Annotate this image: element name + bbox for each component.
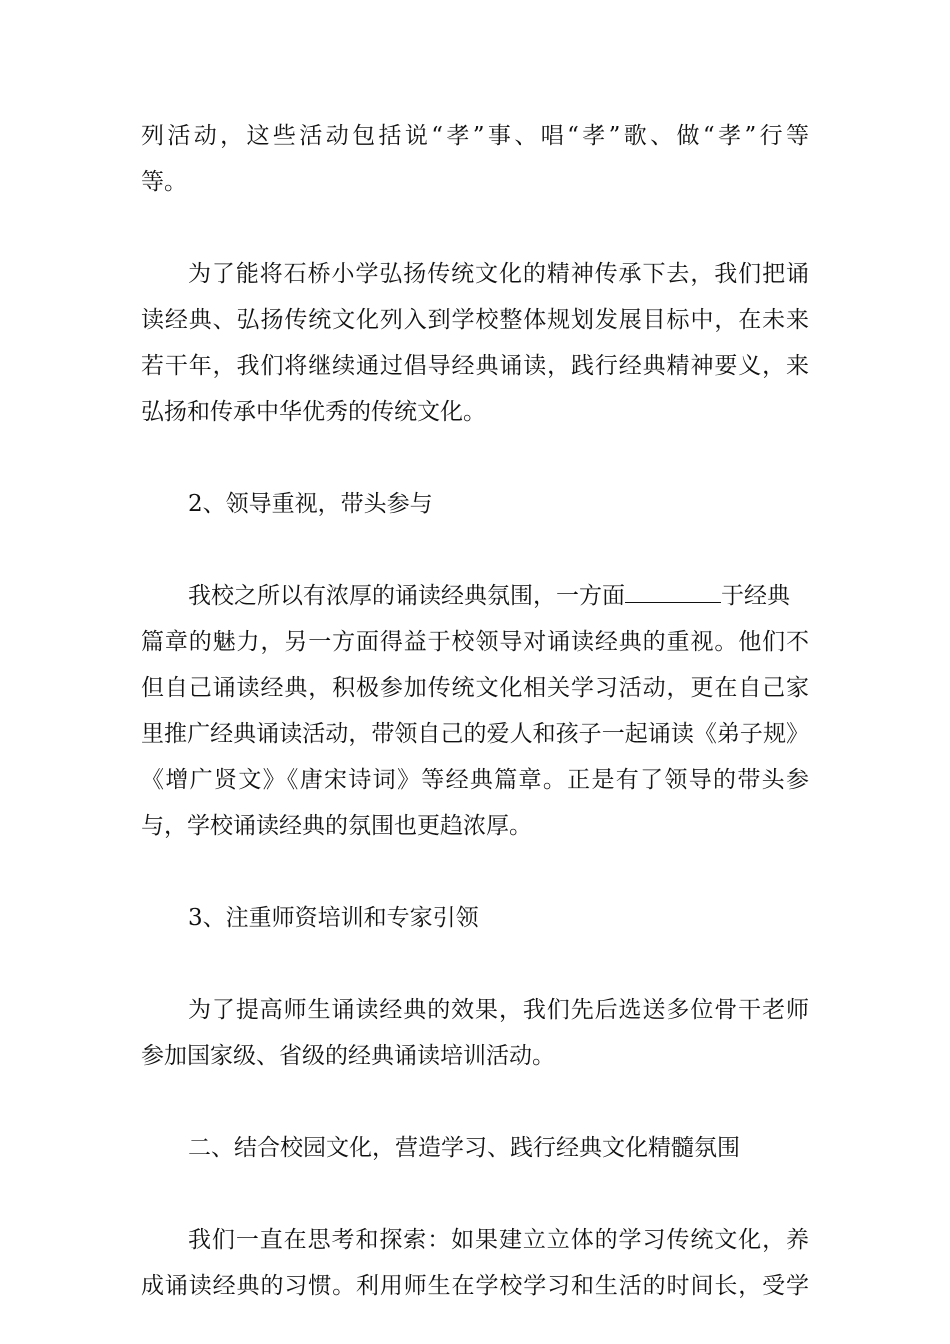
- fill-in-blank: [625, 580, 721, 603]
- paragraph-spacer: [141, 1079, 809, 1125]
- paragraph-line: 读经典、弘扬传统文化列入到学校整体规划发展目标中，在未来: [141, 307, 809, 333]
- paragraph-line: 成诵读经典的习惯。利用师生在学校学习和生活的时间长，受学: [141, 1273, 809, 1299]
- paragraph-spacer: [141, 527, 809, 573]
- paragraph-line: 与，学校诵读经典的氛围也更趋浓厚。: [141, 813, 532, 839]
- paragraph-line: 参加国家级、省级的经典诵读培训活动。: [141, 1043, 555, 1069]
- paragraph-line: 我们一直在思考和探索：如果建立立体的学习传统文化，养: [188, 1227, 809, 1253]
- paragraph-line: 但自己诵读经典，积极参加传统文化相关学习活动，更在自己家: [141, 675, 809, 701]
- section-heading: 二、结合校园文化，营造学习、践行经典文化精髓氛围: [188, 1135, 740, 1161]
- paragraph-spacer: [141, 941, 809, 987]
- paragraph-spacer: [141, 205, 809, 251]
- paragraph-spacer: [141, 1171, 809, 1217]
- document-body: [141, 113, 809, 1309]
- paragraph-line: 若干年，我们将继续通过倡导经典诵读，践行经典精神要义，来: [141, 353, 809, 379]
- paragraph-line: 《增广贤文》《唐宋诗词》等经典篇章。正是有了领导的带头参: [141, 767, 809, 793]
- paragraph-spacer: [141, 849, 809, 895]
- section-heading: 2、领导重视，带头参与: [188, 491, 433, 517]
- paragraph-text: 我校之所以有浓厚的诵读经典氛围，一方面: [188, 583, 625, 609]
- paragraph-line: 篇章的魅力，另一方面得益于校领导对诵读经典的重视。他们不: [141, 629, 809, 655]
- paragraph-line: 弘扬和传承中华优秀的传统文化。: [141, 399, 486, 425]
- paragraph-line: 列活动，这些活动包括说“孝”事、唱“孝”歌、做“孝”行等: [141, 123, 809, 149]
- paragraph-line-with-blank: [141, 573, 809, 619]
- paragraph-line: 为了提高师生诵读经典的效果，我们先后选送多位骨干老师: [188, 997, 809, 1023]
- paragraph-spacer: [141, 435, 809, 481]
- paragraph-line: 为了能将石桥小学弘扬传统文化的精神传承下去，我们把诵: [188, 261, 809, 287]
- paragraph-line: 里推广经典诵读活动，带领自己的爱人和孩子一起诵读《弟子规》: [141, 721, 809, 747]
- paragraph-text: 于经典: [721, 583, 790, 609]
- section-heading: 3、注重师资培训和专家引领: [188, 905, 479, 931]
- paragraph-line: 等。: [141, 169, 187, 195]
